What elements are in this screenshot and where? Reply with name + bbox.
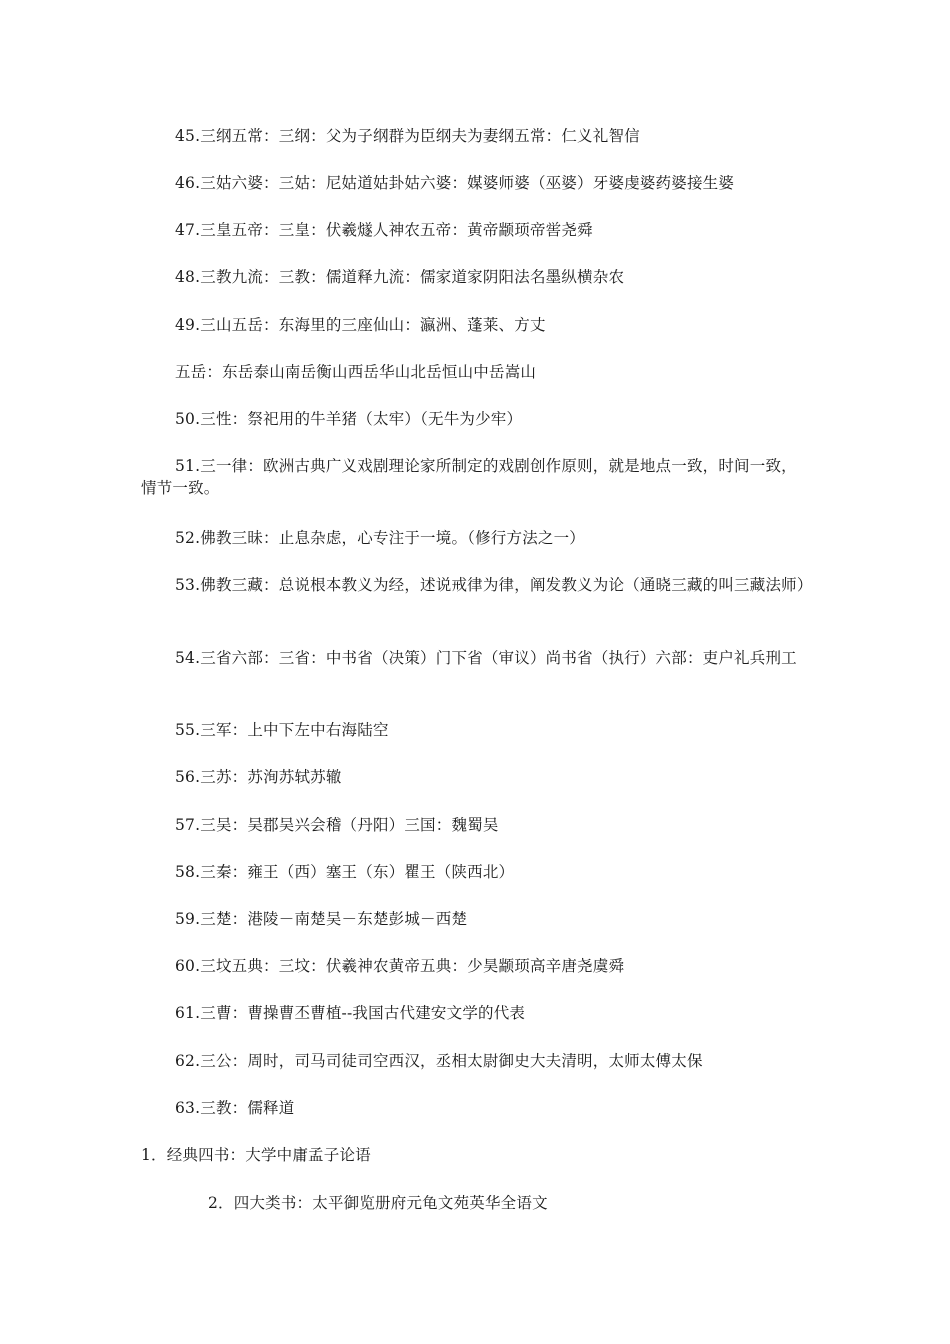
entry-45: 45.三纲五常：三纲：父为子纲群为臣纲夫为妻纲五常：仁义礼智信 [175, 127, 640, 145]
entry-61: 61.三曹：曹操曹丕曹植--我国古代建安文学的代表 [175, 1004, 526, 1022]
entry-62: 62.三公：周时，司马司徒司空西汉，丞相太尉御史大夫清明，太师太傅太保 [175, 1052, 703, 1070]
entry-46: 46.三姑六婆：三姑：尼姑道姑卦姑六婆：媒婆师婆（巫婆）牙婆虔婆药婆接生婆 [175, 174, 735, 192]
entry-47: 47.三皇五帝：三皇：伏羲燧人神农五帝：黄帝颛顼帝喾尧舜 [175, 221, 593, 239]
entry-49: 49.三山五岳：东海里的三座仙山：瀛洲、蓬莱、方丈 [175, 316, 546, 334]
entry-51: 51.三一律：欧洲古典广义戏剧理论家所制定的戏剧创作原则，就是地点一致，时间一致，情节一致。 [141, 457, 797, 497]
entry-50: 50.三性：祭祀用的牛羊猪（太牢）（无牛为少牢） [175, 410, 523, 428]
entry-53: 53.佛教三藏：总说根本教义为经，述说戒律为律，阐发教义为论（通晓三藏的叫三藏法师） [175, 576, 813, 594]
entry-52: 52.佛教三昧：止息杂虑，心专注于一境。（修行方法之一） [175, 529, 586, 547]
entry-56: 56.三苏：苏洵苏轼苏辙 [175, 768, 342, 786]
entry-48: 48.三教九流：三教：儒道释九流：儒家道家阴阳法名墨纵横杂农 [175, 268, 625, 286]
entry-59: 59.三楚：港陵－南楚吴－东楚彭城－西楚 [175, 910, 468, 928]
list-item-leishu: 2．四大类书：太平御览册府元龟文苑英华全语文 [208, 1194, 548, 1212]
entry-60: 60.三坟五典：三坟：伏羲神农黄帝五典：少昊颛顼高辛唐尧虞舜 [175, 957, 625, 975]
entry-63: 63.三教：儒释道 [175, 1099, 295, 1117]
entry-54: 54.三省六部：三省：中书省（决策）门下省（审议）尚书省（执行）六部：吏户礼兵刑工 [175, 649, 797, 667]
entry-58: 58.三秦：雍王（西）塞王（东）瞿王（陕西北） [175, 863, 515, 881]
entry-57: 57.三吴：吴郡吴兴会稽（丹阳）三国：魏蜀吴 [175, 816, 499, 834]
list-item-sishu: 1．经典四书：大学中庸孟子论语 [141, 1146, 371, 1164]
entry-55: 55.三军：上中下左中右海陆空 [175, 721, 389, 739]
entry-49-wuyue: 五岳：东岳泰山南岳衡山西岳华山北岳恒山中岳嵩山 [175, 363, 537, 381]
